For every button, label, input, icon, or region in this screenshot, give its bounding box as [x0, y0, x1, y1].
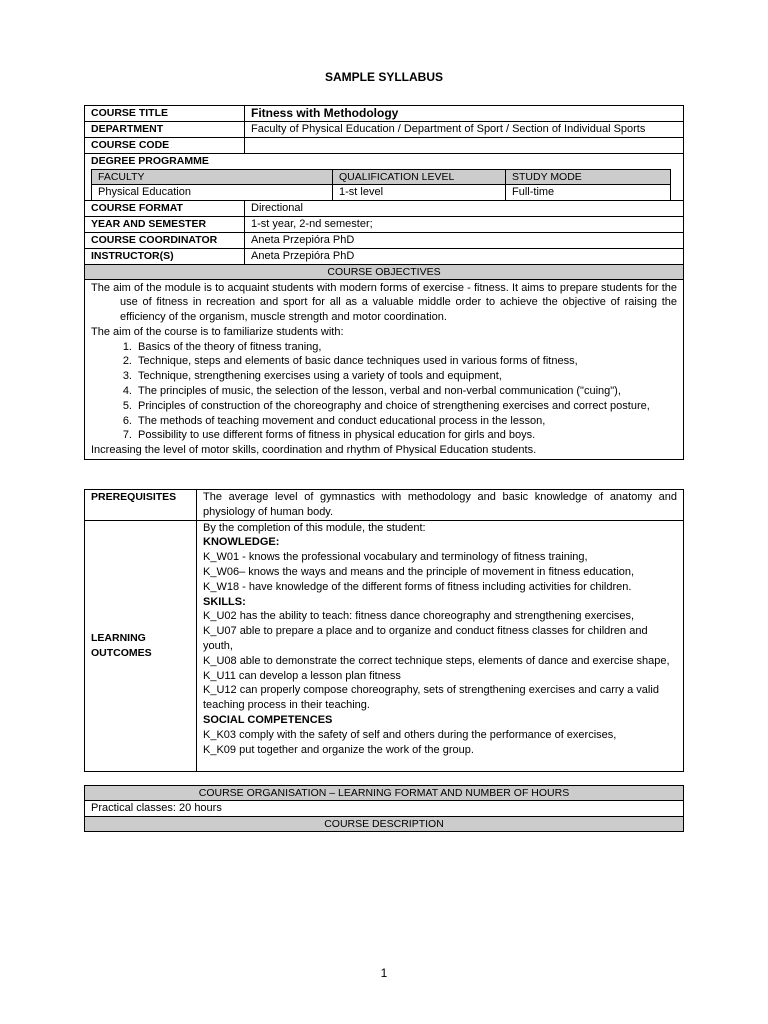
learning-outcomes-label-line2: OUTCOMES	[91, 646, 152, 659]
objectives-body	[85, 280, 683, 460]
qualification-value: 1-st level	[333, 185, 506, 200]
course-code-value	[245, 138, 683, 153]
skills-outcome: K_U02 has the ability to teach: fitness dance choreography and strengthening exercises,	[203, 610, 635, 623]
course-title-label: COURSE TITLE	[85, 106, 245, 121]
objective-number: 1.	[122, 340, 132, 353]
objective-item	[91, 340, 677, 355]
prerequisites-label: PREREQUISITES	[85, 490, 197, 520]
skills-outcome: K_U12 can properly compose choreography, sets of strengthening exercises and carry a valid teaching process in their teaching.	[203, 684, 659, 712]
course-title-value: Fitness with Methodology	[251, 106, 399, 120]
year-semester-value: 1-st year, 2-nd semester;	[251, 217, 373, 230]
objective-item	[91, 428, 677, 443]
learning-outcomes-label-line1: LEARNING	[91, 632, 146, 645]
objective-item	[91, 369, 677, 384]
course-format-row	[85, 201, 683, 217]
coordinator-label: COURSE COORDINATOR	[85, 233, 245, 248]
knowledge-heading: KNOWLEDGE:	[203, 536, 280, 549]
social-outcome: K_K09 put together and organize the work of the group.	[203, 743, 474, 756]
skills-list	[203, 609, 677, 713]
knowledge-outcome: K_W18 - have knowledge of the different forms of fitness including activities for children.	[203, 580, 632, 593]
prerequisites-value: The average level of gymnastics with methodology and basic knowledge of anatomy and physiology of human body.	[203, 491, 677, 518]
course-info-table	[84, 105, 684, 460]
objectives-heading	[85, 265, 683, 280]
objective-text: Basics of the theory of fitness traning,	[138, 340, 322, 353]
skills-outcome: K_U11 can develop a lesson plan fitness	[203, 669, 401, 682]
department-value: Faculty of Physical Education / Department of Sport / Section of Individual Sports	[251, 123, 646, 135]
objective-number: 3.	[122, 370, 132, 383]
social-heading: SOCIAL COMPETENCES	[203, 713, 333, 726]
course-title-row	[85, 106, 683, 122]
department-label: DEPARTMENT	[85, 122, 245, 137]
course-format-value: Directional	[251, 201, 303, 214]
coordinator-value: Aneta Przepióra PhD	[251, 233, 355, 246]
degree-programme-row	[85, 154, 683, 201]
organisation-heading-text: COURSE ORGANISATION – LEARNING FORMAT AND NUMBER OF HOURS	[198, 787, 570, 799]
knowledge-outcome: K_W06– knows the ways and means and the principle of movement in fitness education,	[203, 565, 635, 578]
objectives-content	[85, 280, 683, 460]
objective-text: Principles of construction of the choreography and choice of strengthening exercises and correct posture,	[138, 399, 650, 412]
learning-outcomes-content	[197, 521, 683, 772]
skills-outcome: K_U07 able to prepare a place and to organize and conduct fitness classes for children and youth,	[203, 625, 648, 652]
degree-subtable-values	[92, 184, 670, 200]
description-heading-text: COURSE DESCRIPTION	[324, 818, 444, 830]
social-list	[203, 728, 677, 758]
objective-item	[91, 399, 677, 414]
objective-text: Technique, steps and elements of basic dance techniques used in various forms of fitness,	[138, 355, 578, 368]
social-outcome: K_K03 comply with the safety of self and others during the performance of exercises,	[203, 728, 617, 741]
course-code-label: COURSE CODE	[85, 138, 245, 153]
learning-outcomes-intro: By the completion of this module, the student:	[203, 521, 426, 534]
instructors-label: INSTRUCTOR(S)	[85, 249, 245, 264]
objectives-closing: Increasing the level of motor skills, coordination and rhythm of Physical Education students.	[91, 444, 537, 457]
instructors-value: Aneta Przepióra PhD	[251, 249, 355, 262]
instructors-row	[85, 249, 683, 265]
objective-item	[91, 354, 677, 369]
organisation-row	[85, 801, 683, 817]
description-heading	[85, 817, 683, 831]
objective-number: 7.	[122, 429, 132, 442]
year-semester-row	[85, 217, 683, 233]
objective-number: 2.	[122, 355, 132, 368]
learning-outcomes-label-text	[91, 631, 152, 661]
degree-subtable	[91, 169, 671, 200]
faculty-header: FACULTY	[92, 170, 333, 184]
faculty-value: Physical Education	[92, 185, 333, 200]
skills-heading: SKILLS:	[203, 595, 246, 608]
objectives-list	[91, 340, 677, 444]
organisation-table	[84, 785, 684, 832]
organisation-heading	[85, 786, 683, 801]
year-semester-label: YEAR AND SEMESTER	[85, 217, 245, 232]
objective-text: Possibility to use different forms of fitness in physical education for girls and boys.	[138, 429, 536, 442]
objective-item	[91, 384, 677, 399]
study-mode-value: Full-time	[512, 185, 555, 198]
course-format-label: COURSE FORMAT	[85, 201, 245, 216]
department-row	[85, 122, 683, 138]
skills-outcome: K_U08 able to demonstrate the correct technique steps, elements of dance and exercise shape,	[203, 654, 670, 667]
objective-number: 4.	[122, 385, 132, 398]
prerequisites-row	[85, 490, 683, 521]
coordinator-row	[85, 233, 683, 249]
outcomes-table	[84, 489, 684, 772]
objective-text: The principles of music, the selection of the lesson, verbal and non-verbal communication ("cuing"),	[138, 385, 621, 398]
objective-number: 5.	[122, 399, 132, 412]
objectives-intro: The aim of the module is to acquaint students with modern forms of exercise - fitness. It aims to prepare students for the use of fitness in recreation and sport for all as a valuable middle order to achieve the objective of raising the efficiency of the organism, muscle strength and motor coordination.	[91, 281, 677, 324]
objective-item	[91, 414, 677, 429]
degree-subtable-header	[92, 170, 670, 184]
qualification-header: QUALIFICATION LEVEL	[333, 170, 506, 184]
course-code-row	[85, 138, 683, 154]
study-mode-header: STUDY MODE	[512, 170, 582, 183]
objective-number: 6.	[122, 414, 132, 427]
objectives-lead: The aim of the course is to familiarize students with:	[91, 325, 344, 338]
knowledge-list	[203, 550, 677, 594]
knowledge-outcome: K_W01 - knows the professional vocabulary and terminology of fitness training,	[203, 551, 588, 564]
organisation-value: Practical classes: 20 hours	[91, 802, 222, 814]
degree-programme-label: DEGREE PROGRAMME	[91, 155, 209, 167]
objective-text: Technique, strengthening exercises using a variety of tools and equipment,	[138, 370, 502, 383]
page-number: 1	[380, 966, 388, 980]
page-title: SAMPLE SYLLABUS	[324, 70, 443, 84]
learning-outcomes-row	[85, 521, 683, 772]
objective-text: The methods of teaching movement and conduct educational process in the lesson,	[138, 414, 546, 427]
learning-outcomes-label	[85, 521, 197, 772]
objectives-heading-text: COURSE OBJECTIVES	[327, 265, 441, 278]
